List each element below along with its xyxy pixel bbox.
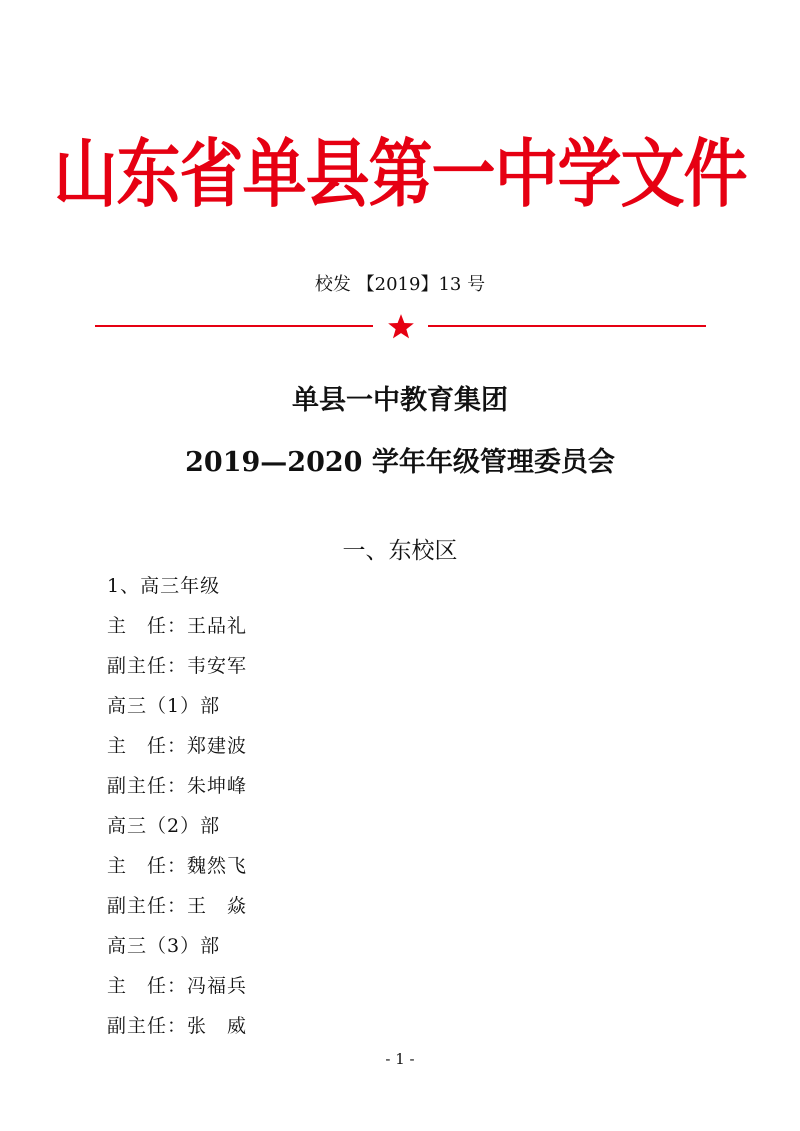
list-item: 高三（2）部: [107, 815, 221, 837]
list-item: 副主任：张 威: [107, 1015, 248, 1037]
document-number: 校发 【2019】13 号: [314, 274, 486, 295]
list-item: 主 任：王品礼: [107, 615, 248, 637]
list-item: 主 任：冯福兵: [107, 975, 248, 997]
header-divider-left: [95, 325, 373, 327]
list-item: 主 任：郑建波: [107, 735, 248, 757]
document-title-line2: 2019—2020 学年年级管理委员会: [185, 447, 615, 478]
list-item: 主 任：魏然飞: [107, 855, 248, 877]
list-item: 1、高三年级: [107, 575, 221, 597]
red-star-icon: [387, 313, 415, 341]
list-item: 副主任：韦安军: [107, 655, 248, 677]
page-number: - 1 -: [385, 1050, 415, 1068]
roster-list: [107, 566, 247, 1046]
section-heading: 一、东校区: [342, 538, 458, 564]
document-title-line1: 单县一中教育集团: [292, 385, 508, 416]
header-divider-right: [428, 325, 706, 327]
list-item: 副主任：王 焱: [107, 895, 248, 917]
list-item: 副主任：朱坤峰: [107, 775, 248, 797]
list-item: 高三（1）部: [107, 695, 221, 717]
document-masthead: 山东省单县第一中学文件: [53, 132, 747, 219]
list-item: 高三（3）部: [107, 935, 221, 957]
